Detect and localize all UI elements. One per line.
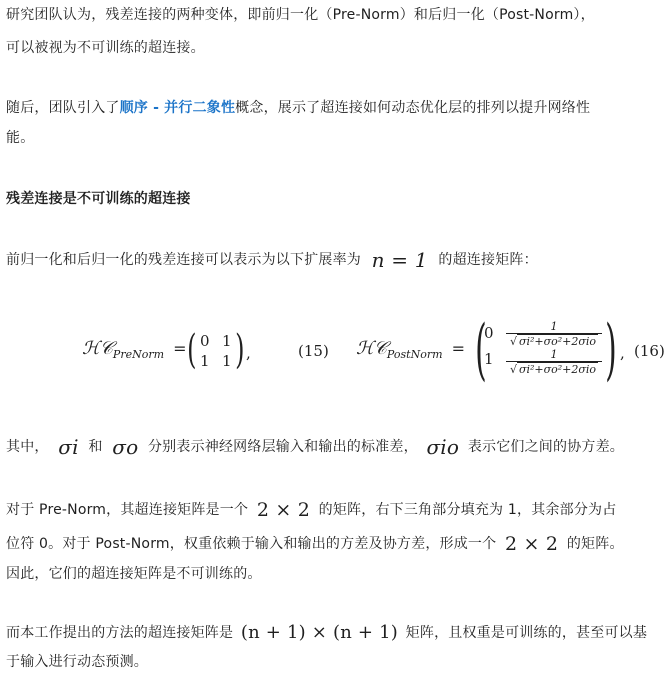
sigma-io-math: σio xyxy=(426,435,460,459)
p1-line-2: 可以被视为不可训练的超连接。 xyxy=(6,40,205,56)
eq15-m11: 0 xyxy=(200,332,210,350)
eq16-right-paren: ) xyxy=(605,311,617,388)
p4-text-pre: 其中， xyxy=(6,439,49,455)
eq16-equals: = xyxy=(451,339,466,358)
p5-l2-pre: 位符 0。对于 Post-Norm，权重依赖于输入和输出的方差及协方差，形成一个 xyxy=(6,536,497,552)
eq16-m12-denominator: √ σi²+σo²+2σio xyxy=(509,335,597,348)
expansion-rate-math: n = 1 xyxy=(371,248,428,272)
p2-text-pre: 随后，团队引入了 xyxy=(6,100,120,116)
eq15-lhs: ℋ𝒞 xyxy=(82,338,113,359)
p4-text-and: 和 xyxy=(88,439,103,455)
equation-15 xyxy=(82,338,191,361)
eq16-m21: 1 xyxy=(484,350,494,368)
equation-row xyxy=(0,311,668,394)
p4-text-mid: 分别表示神经网络层输入和输出的标准差， xyxy=(147,439,418,455)
p4-line xyxy=(6,437,624,457)
eq16-m22-numerator: 1 xyxy=(506,348,602,362)
p5-l1-post: 的矩阵，右下三角部分填充为 1，其余部分为占 xyxy=(318,502,617,518)
equation-16 xyxy=(356,338,469,361)
sigma-i-math: σi xyxy=(58,435,79,459)
duality-link[interactable]: 顺序 - 并行二象性 xyxy=(119,100,236,116)
p4-text-post: 表示它们之间的协方差。 xyxy=(467,439,625,455)
eq15-m22: 1 xyxy=(222,352,232,370)
p6-line-1 xyxy=(6,623,647,643)
eq16-m22-fraction xyxy=(506,348,602,376)
eq16-m12-fraction xyxy=(506,320,602,348)
p2-line-1 xyxy=(6,98,590,118)
p2-line-2: 能。 xyxy=(6,130,35,146)
eq15-equals: = xyxy=(173,339,187,358)
p5-line-3: 因此，它们的超连接矩阵是不可训练的。 xyxy=(6,566,262,582)
p1-line-1: 研究团队认为，残差连接的两种变体，即前归一化（Pre-Norm）和后归一化（Post-Norm）， xyxy=(6,7,595,23)
p5-l2-math: 2 × 2 xyxy=(505,533,559,555)
eq16-left-paren: ( xyxy=(475,311,487,388)
eq16-m12-numerator: 1 xyxy=(506,320,602,334)
eq15-m21: 1 xyxy=(200,352,210,370)
p3-line xyxy=(6,250,538,270)
p5-line-1 xyxy=(6,500,616,520)
p5-line-2 xyxy=(6,534,624,554)
p3-text-pre: 前归一化和后归一化的残差连接可以表示为以下扩展率为 xyxy=(6,252,361,268)
p2-text-post: 概念，展示了超连接如何动态优化层的排列以提升网络性 xyxy=(235,100,591,116)
eq15-matrix xyxy=(184,328,244,376)
eq15-number: (15) xyxy=(298,342,329,360)
p6-l1-math: (n + 1) × (n + 1) xyxy=(240,622,399,643)
p6-l1-pre: 而本工作提出的方法的超连接矩阵是 xyxy=(6,625,234,641)
eq15-subscript: PreNorm xyxy=(112,348,165,361)
eq16-subscript: PostNorm xyxy=(386,348,443,361)
p5-l1-pre: 对于 Pre-Norm，其超连接矩阵是一个 xyxy=(6,502,249,518)
section-heading: 残差连接是不可训练的超连接 xyxy=(6,191,191,207)
sigma-o-math: σo xyxy=(112,435,139,459)
eq16-comma: , xyxy=(620,344,625,362)
eq15-m12: 1 xyxy=(222,332,232,350)
eq16-number: (16) xyxy=(634,342,665,360)
p6-l1-post: 矩阵，且权重是可训练的，甚至可以基 xyxy=(405,625,648,641)
eq15-left-paren: ( xyxy=(187,327,197,373)
eq16-m22-den-text: σi²+σo²+2σio xyxy=(518,363,597,376)
eq16-m11: 0 xyxy=(484,324,494,342)
p6-line-2: 于输入进行动态预测。 xyxy=(6,654,148,670)
eq16-m22-denominator: √ σi²+σo²+2σio xyxy=(509,363,597,376)
p5-l1-math: 2 × 2 xyxy=(256,499,310,521)
eq16-matrix xyxy=(468,311,618,394)
eq15-comma: , xyxy=(246,344,251,362)
p5-l2-post: 的矩阵。 xyxy=(566,536,624,552)
eq16-m12-den-text: σi²+σo²+2σio xyxy=(518,335,597,348)
p3-text-post: 的超连接矩阵： xyxy=(438,252,538,268)
eq15-right-paren: ) xyxy=(235,327,245,373)
eq16-lhs: ℋ𝒞 xyxy=(356,338,387,359)
